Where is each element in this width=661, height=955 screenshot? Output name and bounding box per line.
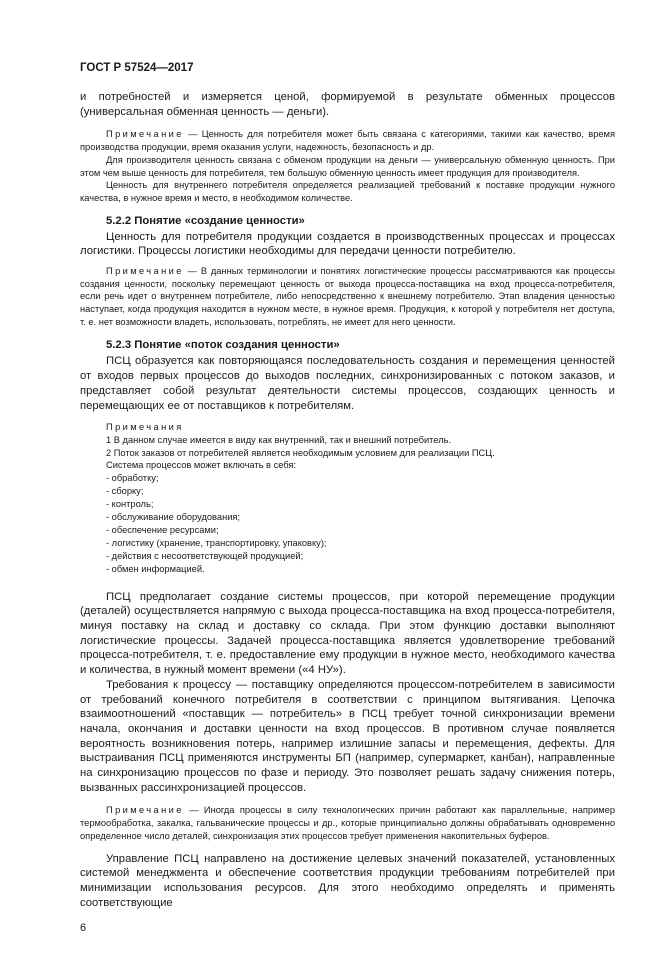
list-item: - обеспечение ресурсами; [106, 524, 219, 535]
section-heading: 5.2.3 Понятие «поток создания ценности» [106, 338, 340, 351]
page-number: 6 [80, 922, 87, 935]
notes-label: Примечания [106, 421, 184, 432]
list-item: - обслуживание оборудования; [106, 512, 241, 523]
section-5-2-3 [80, 338, 615, 415]
paragraph-text: Ценность для потребителя продукции создается в производственных процессах и процессах логистики. Процессы логистики необходимы для передачи ценности потребителю. [80, 230, 615, 258]
list-item: - сборку; [106, 486, 144, 497]
notes-list [80, 421, 615, 576]
note-body: — Ценность для потребителя может быть связана с категориями, такими как качество, время производства продукции, время оказания услуги, надежность, безопасность и др. [80, 129, 615, 153]
list-item: - действия с несоответствующей продукцией; [106, 550, 304, 561]
paragraph-text: ПСЦ предполагает создание системы процессов, при которой перемещение продукции (деталей) осуществляется напрямую с выхода процесса-поставщика на вход процесса-потребителя, минуя поставку на склад и доставку со склада. При этом функцию доставки выполняют логистические процессы. Задачей процесса-поставщика является удовлетворение требований процесса-потребителя, т. е. предоставление ему продукции в нужное место, необходимого качества и количества, в нужный момент времени («4 НУ»). [80, 590, 615, 677]
paragraph-text: и потребностей и измеряется ценой, формируемой в результате обменных процессов (универсальная обменная ценность — деньги). [80, 91, 615, 118]
note-text [80, 128, 615, 153]
note [80, 265, 615, 329]
list-item: - логистику (хранение, транспортировку, упаковку); [106, 537, 327, 548]
section-heading: 5.2.2 Понятие «создание ценности» [106, 214, 305, 227]
document-header: ГОСТ Р 57524—2017 [80, 62, 194, 74]
note-label: Примечание [106, 266, 184, 277]
list-item: - обработку; [106, 473, 159, 484]
note-body: — Иногда процессы в силу технологических причин работают как параллельные, например термообработка, закалка, гальванические процессы и др., которые принципиально должны обрабатывать одновременно определенное число деталей, синхронизация этих процессов требует применения накопительных буферов. [80, 805, 615, 841]
list-item: Система процессов может включать в себя: [106, 460, 297, 471]
paragraph [80, 852, 615, 911]
note-body: — В данных терминологии и понятиях логистические процессы рассматриваются как процессы создания ценности, поскольку перемещают ценность от выхода процесса-поставщика на вход процесса-потребителя, если речь идет о внутреннем потребителе, либо непосредственно к внешнему потребителю. Этап владения ценностью наступает, когда продукция находится в нужном месте, в нужное время. Продукция, к которой у потребителя нет доступа, т. е. нет возможности владеть, использовать, потреблять, не имеет для него ценности. [80, 266, 615, 327]
note-text: Для производителя ценность связана с обменом продукции на деньги — универсальную обменную ценность. При этом чем выше ценность для потребителя, тем большую обменную ценность имеет продукция для производителя. [80, 154, 615, 178]
paragraph-text: ПСЦ образуется как повторяющаяся последовательность создания и перемещения ценностей от входов первых процессов до выходов последних, синхронизированных с потоком заказов, и представляет собой результат деятельности системы процессов, создающих ценность и перемещающих ее от поставщиков к потребителям. [80, 354, 615, 413]
list-item: 2 Поток заказов от потребителей является необходимым условием для реализации ПСЦ. [106, 447, 495, 458]
section-5-2-2 [80, 214, 615, 259]
list-item: 1 В данном случае имеется в виду как внутренний, так и внешний потребитель. [106, 434, 452, 445]
paragraph-text: Управление ПСЦ направлено на достижение целевых значений показателей, установленных системой менеджмента и обеспечение соответствия продукции требованиям потребителей при минимизации использования ресурсов. Для этого необходимо определять и применять соответствующие [80, 852, 615, 909]
note-text: Ценность для внутреннего потребителя определяется реализацией требований к поставке продукции нужного качества, в нужное время и место, в необходимом количестве. [80, 180, 615, 203]
note [80, 128, 615, 204]
list-item: - контроль; [106, 499, 154, 510]
paragraph-text: Требования к процессу — поставщику определяются процессом-потребителем в зависимости от требований конечного потребителя в соответствии с принципом вытягивания. Цепочка взаимоотношений «поставщик — потребитель» в ПСЦ требует точной синхронизации времени начала, окончания и доставки ценности на вход процессов. В противном случае появляется вероятность возникновения потерь, например излишние запасы и перемещения, дефекты. Для выстраивания ПСЦ применяются инструменты БП (например, супермаркет, канбан), направленные на синхронизацию процессов по фазе и периоду. Это позволяет решать задачу снижения потерь, вызванных рассинхронизацией процессов. [80, 678, 615, 794]
list-item: - обмен информацией. [106, 563, 205, 574]
paragraph [80, 90, 615, 119]
note-text [80, 265, 615, 329]
paragraph [80, 590, 615, 796]
note-text [80, 804, 615, 842]
note-label: Примечание [106, 129, 184, 140]
note [80, 804, 615, 842]
note-label: Примечание [106, 805, 184, 816]
